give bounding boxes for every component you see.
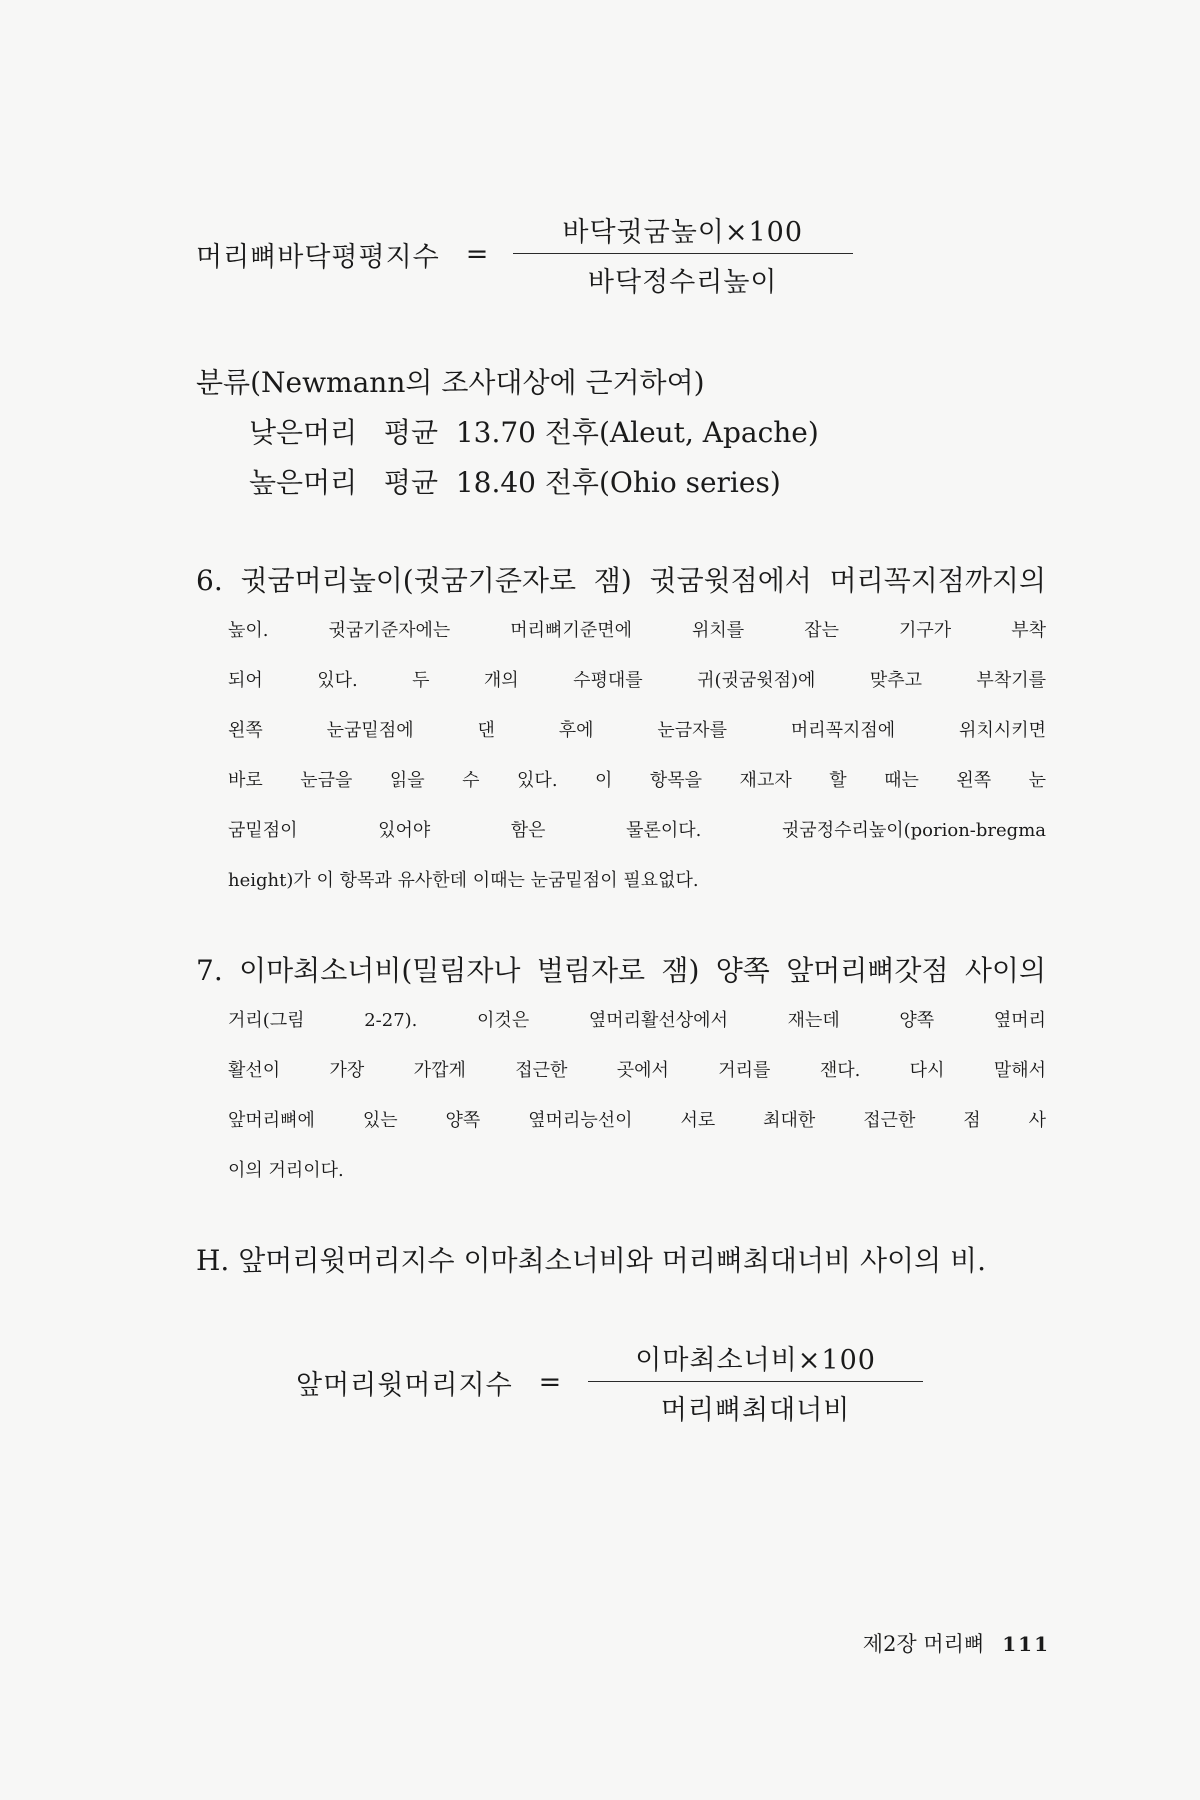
item-7-paragraph	[196, 946, 1046, 1196]
cranial-base-flatness-formula	[196, 210, 853, 299]
paragraph-line: 거리(그림 2-27). 이것은 옆머리활선상에서 재는데 양쪽 옆머리	[228, 1010, 1046, 1031]
paragraph-line: 6. 귓굼머리높이(귓굼기준자로 잼) 귓굼윗점에서 머리꼭지점까지의	[196, 564, 1046, 597]
paragraph-line: 바로 눈금을 읽을 수 있다. 이 항목을 재고자 할 때는 왼쪽 눈	[228, 770, 1046, 791]
paragraph-line: 7. 이마최소너비(밀림자나 벌림자로 잼) 양쪽 앞머리뼈갓점 사이의	[196, 954, 1046, 987]
fraction-bar	[588, 1381, 923, 1382]
paragraph-line: height)가 이 항목과 유사한데 이때는 눈굼밑점이 필요없다.	[228, 870, 699, 891]
classification-value: 18.40 전후(Ohio series)	[455, 466, 781, 499]
fraction-denominator: 머리뼈최대너비	[660, 1395, 851, 1426]
item-h-paragraph	[196, 1236, 1046, 1286]
page-footer	[863, 1628, 1050, 1658]
classification-section	[196, 358, 1056, 508]
item-6-paragraph	[196, 556, 1046, 906]
paragraph-line: 굼밑점이 있어야 함은 물론이다. 귓굼정수리높이(porion-bregma	[228, 820, 1046, 841]
paragraph-line: 앞머리뼈에 있는 양쪽 옆머리능선이 서로 최대한 접근한 점 사	[228, 1110, 1046, 1131]
classification-label: 평균	[383, 466, 439, 499]
paragraph-line: 되어 있다. 두 개의 수평대를 귀(귓굼윗점)에 맞추고 부착기를	[228, 670, 1046, 691]
fraction-denominator: 바닥정수리높이	[587, 267, 778, 298]
paragraph-line: 높이. 귓굼기준자에는 머리뼈기준면에 위치를 잡는 기구가 부착	[228, 620, 1046, 641]
formula-lhs: 앞머리윗머리지수	[296, 1370, 513, 1401]
paragraph-line: 이의 거리이다.	[228, 1160, 344, 1181]
fraction-numerator: 이마최소너비×100	[635, 1345, 876, 1376]
equals-sign: =	[538, 1367, 562, 1398]
chapter-title: 제2장 머리뼈	[862, 1632, 985, 1656]
fraction-bar	[513, 253, 853, 254]
formula-lhs: 머리뼈바닥평평지수	[196, 242, 440, 273]
equals-sign: =	[465, 239, 489, 270]
fraction-numerator: 바닥귓굼높이×100	[562, 217, 804, 248]
fraction	[512, 210, 853, 299]
classification-row	[196, 458, 1056, 508]
classification-heading: 분류(Newmann의 조사대상에 근거하여)	[196, 366, 705, 399]
classification-label: 평균	[383, 416, 439, 449]
classification-row	[196, 408, 1056, 458]
classification-name: 낮은머리	[249, 416, 358, 449]
frontoparietal-index-formula	[296, 1338, 926, 1427]
classification-name: 높은머리	[249, 466, 358, 499]
page-number: 111	[1002, 1632, 1050, 1656]
classification-value: 13.70 전후(Aleut, Apache)	[455, 416, 819, 449]
paragraph-line: 활선이 가장 가깝게 접근한 곳에서 거리를 잰다. 다시 말해서	[228, 1060, 1046, 1081]
fraction	[585, 1338, 926, 1427]
paragraph-line: 왼쪽 눈굼밑점에 댄 후에 눈금자를 머리꼭지점에 위치시키면	[228, 720, 1046, 741]
paragraph-line: H. 앞머리윗머리지수 이마최소너비와 머리뼈최대너비 사이의 비.	[196, 1244, 986, 1277]
